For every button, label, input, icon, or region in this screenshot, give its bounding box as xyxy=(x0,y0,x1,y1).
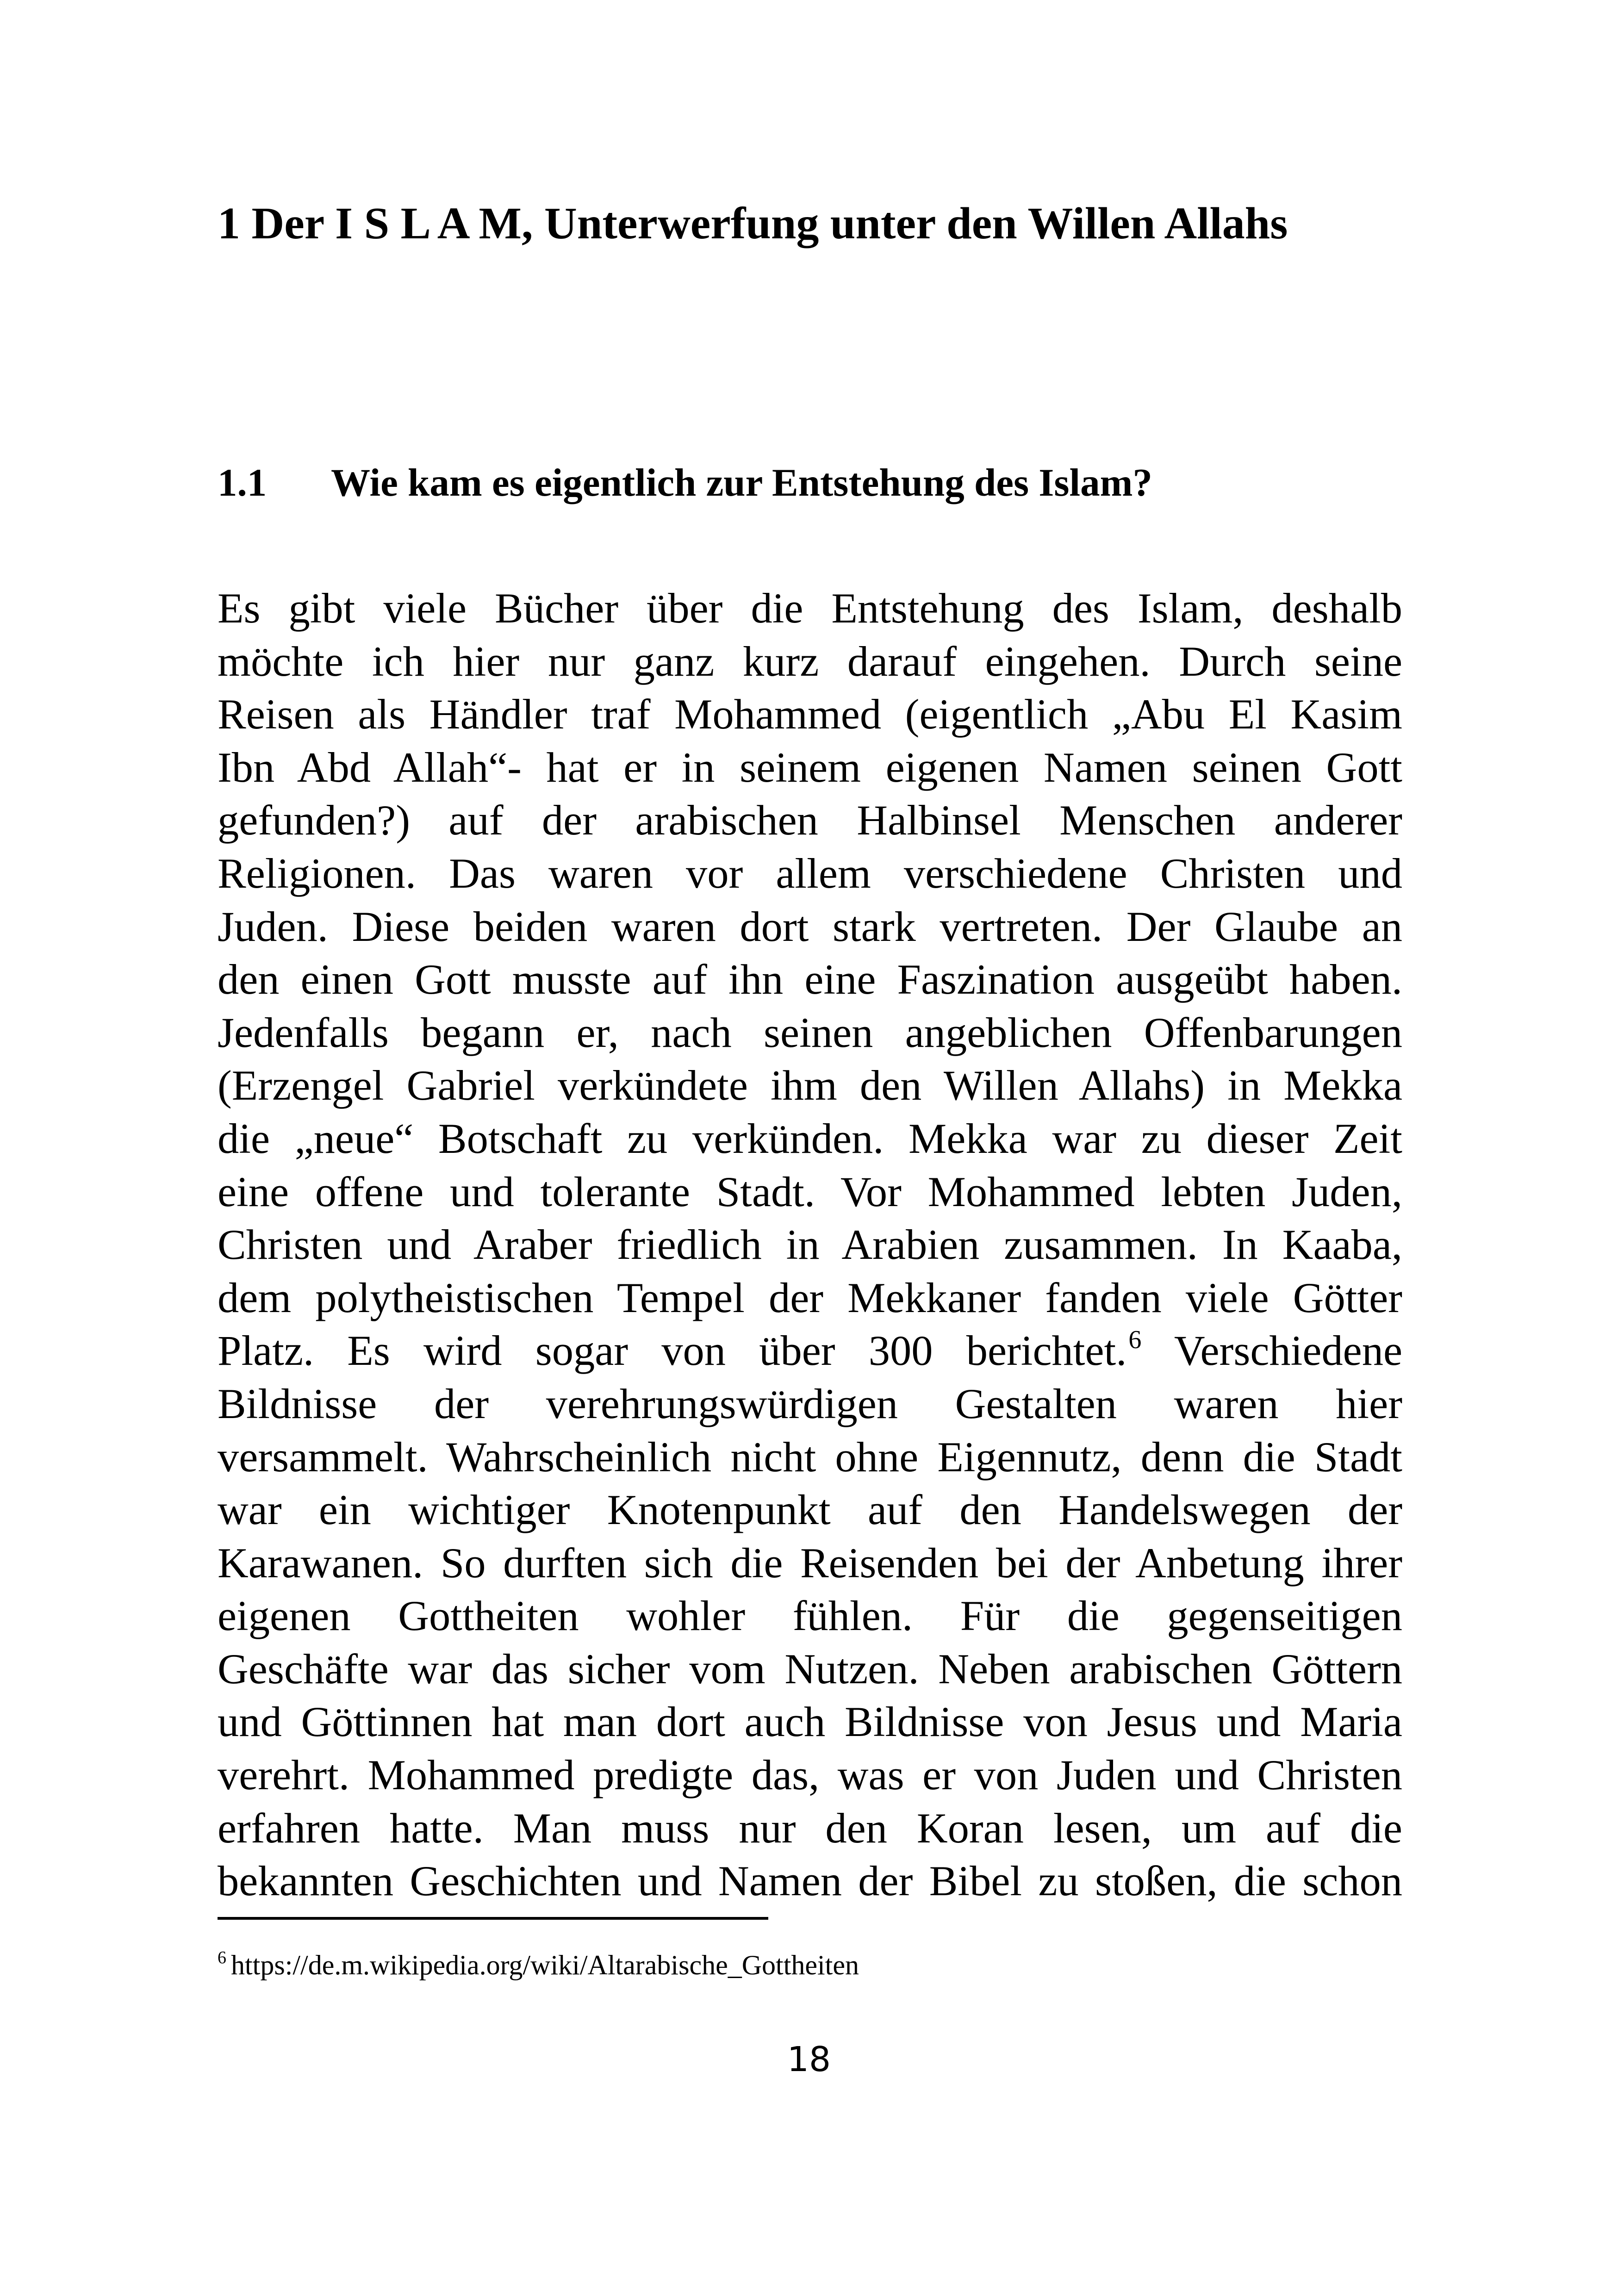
text-line: versammelt. Wahrscheinlich nicht ohne Eigennutz, denn die Stadt xyxy=(218,1433,1402,1481)
footnote-marker: 6 xyxy=(218,1948,226,1967)
text-line: Bildnisse der verehrungswürdigen Gestalten waren hier xyxy=(218,1380,1402,1428)
footnote-separator xyxy=(218,1917,768,1920)
text-line-with-footnote xyxy=(218,1325,1402,1378)
footnote-reference[interactable]: 6 xyxy=(1128,1325,1142,1355)
section-title: Wie kam es eigentlich zur Entstehung des Islam? xyxy=(331,461,1152,504)
chapter-title: 1 Der I S L A M, Unterwerfung unter den Willen Allahs xyxy=(218,199,1288,249)
page-number: 18 xyxy=(787,2040,831,2079)
text-line: möchte ich hier nur ganz kurz darauf eingehen. Durch seine xyxy=(218,638,1402,685)
text-line: bekannten Geschichten und Namen der Bibel zu stoßen, die schon xyxy=(218,1858,1402,1905)
text-line: Juden. Diese beiden waren dort stark vertreten. Der Glaube an xyxy=(218,903,1402,951)
text-line: Christen und Araber friedlich in Arabien zusammen. In Kaaba, xyxy=(218,1221,1402,1269)
text-line: war ein wichtiger Knotenpunkt auf den Handelswegen der xyxy=(218,1487,1402,1534)
text-line: eigenen Gottheiten wohler fühlen. Für die gegenseitigen xyxy=(218,1593,1402,1640)
text-line: Geschäfte war das sicher vom Nutzen. Neben arabischen Göttern xyxy=(218,1645,1402,1693)
text-line: die „neue“ Botschaft zu verkünden. Mekka war zu dieser Zeit xyxy=(218,1115,1402,1163)
text-line: verehrt. Mohammed predigte das, was er von Juden und Christen xyxy=(218,1752,1402,1799)
text-line: eine offene und tolerante Stadt. Vor Mohammed lebten Juden, xyxy=(218,1168,1402,1216)
text-segment: Verschiedene xyxy=(1174,1327,1402,1375)
text-line: Religionen. Das waren vor allem verschiedene Christen und xyxy=(218,850,1402,897)
body-paragraph xyxy=(218,582,1402,1908)
text-line: dem polytheistischen Tempel der Mekkaner fanden viele Götter xyxy=(218,1274,1402,1322)
footnote-link[interactable]: https://de.m.wikipedia.org/wiki/Altarabische_Gottheiten xyxy=(231,1950,859,1980)
text-line: den einen Gott musste auf ihn eine Faszination ausgeübt haben. xyxy=(218,956,1402,1004)
text-line: (Erzengel Gabriel verkündete ihm den Willen Allahs) in Mekka xyxy=(218,1062,1402,1110)
text-line: erfahren hatte. Man muss nur den Koran lesen, um auf die xyxy=(218,1804,1402,1852)
text-line: Reisen als Händler traf Mohammed (eigentlich „Abu El Kasim xyxy=(218,691,1402,739)
text-line: Jedenfalls begann er, nach seinen angeblichen Offenbarungen xyxy=(218,1009,1402,1057)
text-line: und Göttinnen hat man dort auch Bildnisse von Jesus und Maria xyxy=(218,1699,1402,1746)
text-line: gefunden?) auf der arabischen Halbinsel Menschen anderer xyxy=(218,797,1402,845)
footnote xyxy=(218,1948,859,1982)
text-line: Ibn Abd Allah“- hat er in seinem eigenen Namen seinen Gott xyxy=(218,744,1402,791)
text-line: Karawanen. So durften sich die Reisenden bei der Anbetung ihrer xyxy=(218,1539,1402,1587)
section-heading xyxy=(218,457,1402,508)
text-line: Es gibt viele Bücher über die Entstehung des Islam, deshalb xyxy=(218,585,1402,632)
section-number: 1.1 xyxy=(218,461,267,504)
text-segment: Platz. Es wird sogar von über 300 berichtet. xyxy=(218,1327,1127,1375)
